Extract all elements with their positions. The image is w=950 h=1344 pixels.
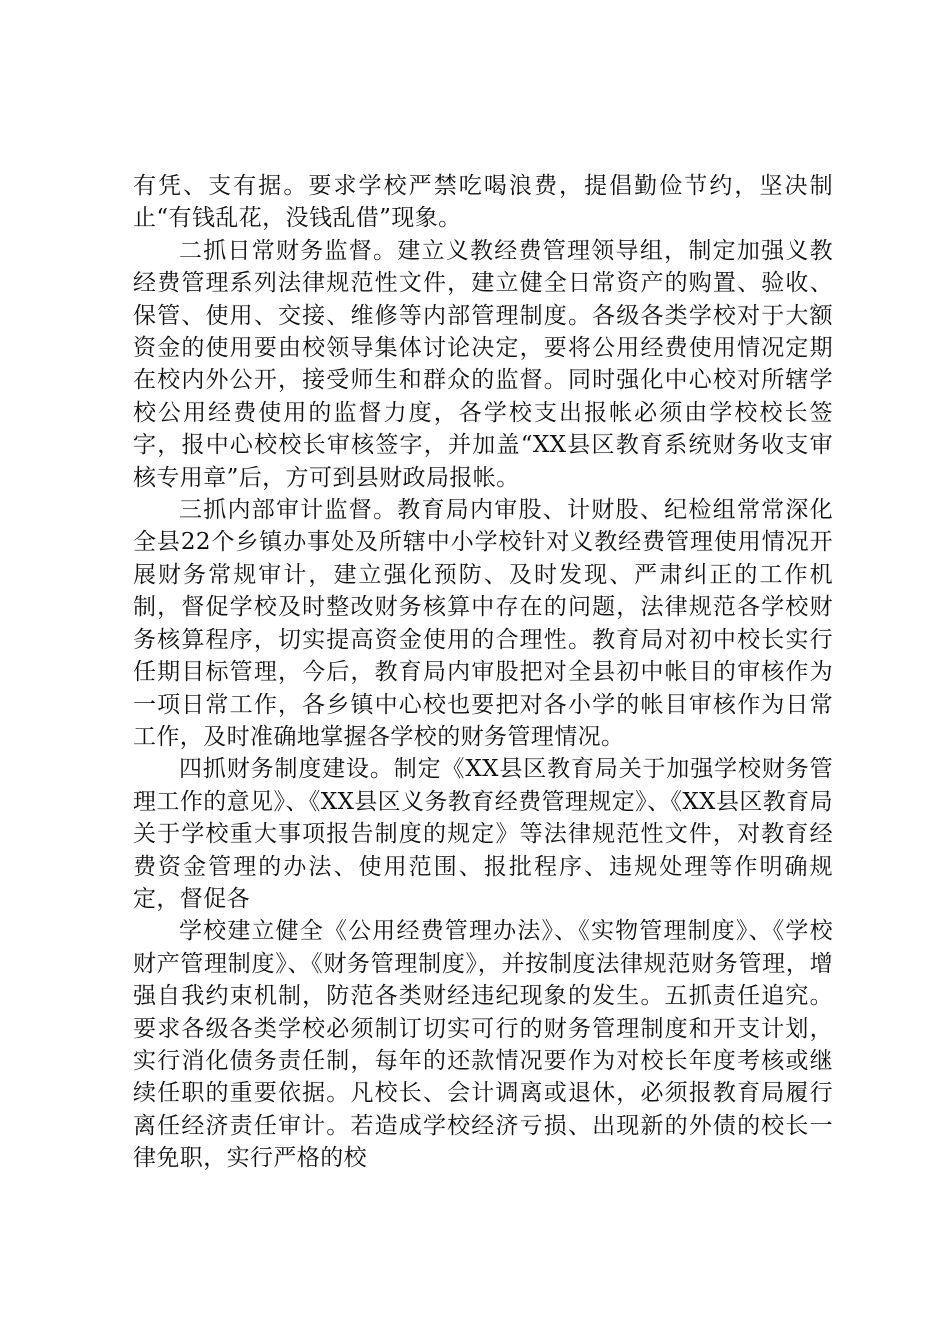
paragraph-3: 三抓内部审计监督。教育局内审股、计财股、纪检组常常深化全县22个乡镇办事处及所辖中小学校针对义教经费管理使用情况开展财务常规审计，建立强化预防、及时发现、严肃纠正的工作机制，督促学校及时整改财务核算中存在的问题，法律规范各学校财务核算程序，切实提高资金使用的合理性。教育局对初中校长实行任期目标管理，今后，教育局内审股把对全县初中帐目的审核作为一项日常工作，各乡镇中心校也要把对各小学的帐目审核作为日常工作，及时准确地掌握各学校的财务管理情况。 — [133, 497, 833, 750]
paragraph-4: 四抓财务制度建设。制定《XX县区教育局关于加强学校财务管理工作的意见》、《XX县区义务教育经费管理规定》、《XX县区教育局关于学校重大事项报告制度的规定》等法律规范性文件，对教育经费资金管理的办法、使用范围、报批程序、违规处理等作明确规定，督促各 — [133, 756, 833, 912]
document-body — [133, 170, 833, 1175]
paragraph-1: 有凭、支有据。要求学校严禁吃喝浪费，提倡勤俭节约，坚决制止“有钱乱花，没钱乱借”现象。 — [133, 173, 833, 232]
paragraph-2: 二抓日常财务监督。建立义教经费管理领导组，制定加强义教经费管理系列法律规范性文件，建立健全日常资产的购置、验收、保管、使用、交接、维修等内部管理制度。各级各类学校对于大额资金的使用要由校领导集体讨论决定，要将公用经费使用情况定期在校内外公开，接受师生和群众的监督。同时强化中心校对所辖学校公用经费使用的监督力度，各学校支出报帐必须由学校校长签字，报中心校校长审核签字，并加盖“XX县区教育系统财务收支审核专用章”后，方可到县财政局报帐。 — [133, 237, 833, 491]
paragraph-5: 学校建立健全《公用经费管理办法》、《实物管理制度》、《学校财产管理制度》、《财务管理制度》，并按制度法律规范财务管理，增强自我约束机制，防范各类财经违纪现象的发生。五抓责任追究。要求各级各类学校必须制订切实可行的财务管理制度和开支计划，实行消化债务责任制，每年的还款情况要作为对校长年度考核或继续任职的重要依据。凡校长、会计调离或退休，必须报教育局履行离任经济责任审计。若造成学校经济亏损、出现新的外债的校长一律免职，实行严格的校 — [133, 918, 833, 1172]
